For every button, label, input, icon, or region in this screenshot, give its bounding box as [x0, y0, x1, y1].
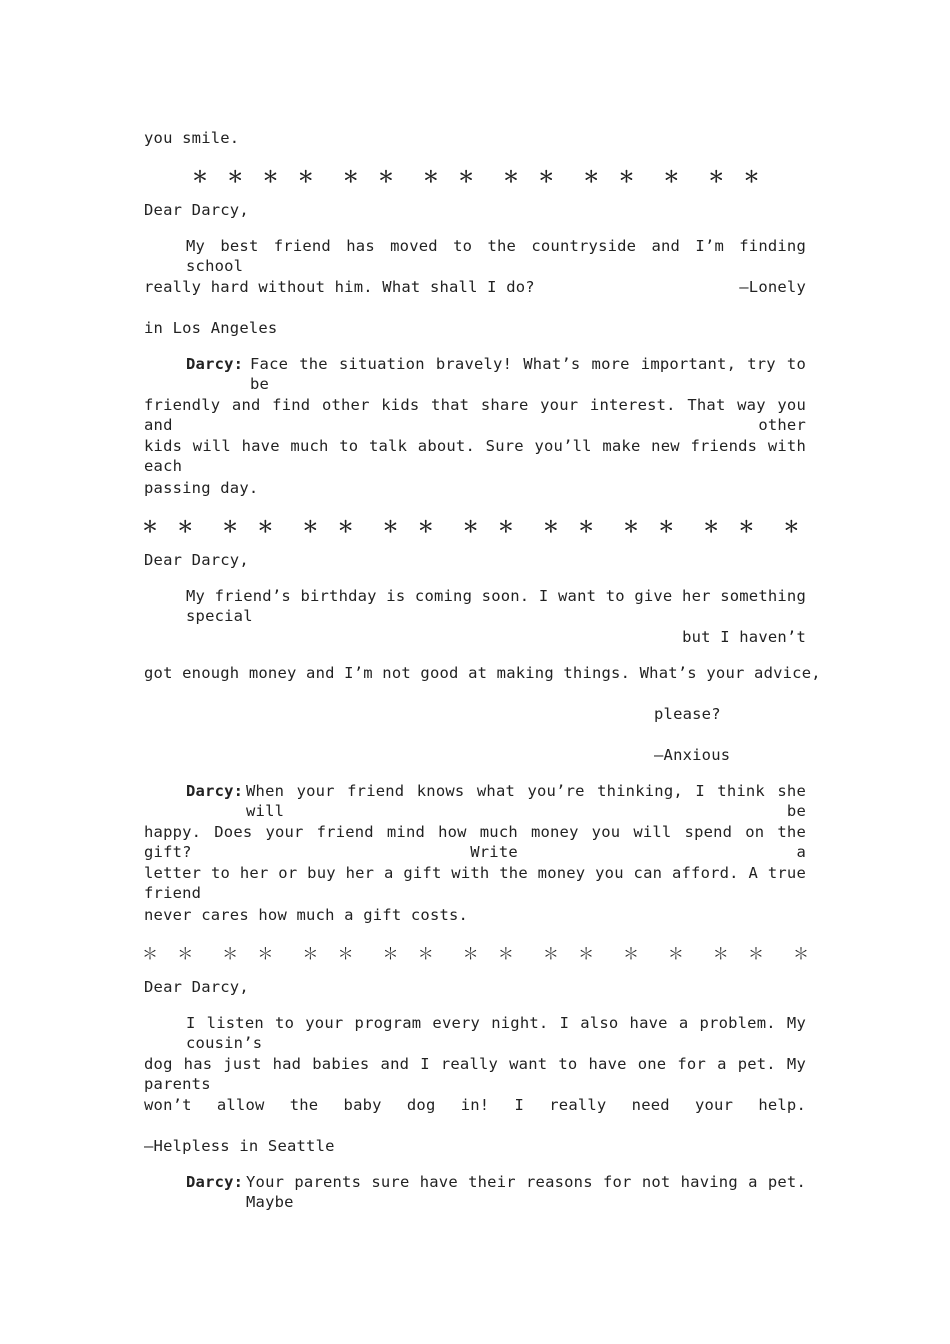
text-line: kids will have much to talk about. Sure you’ll make new friends with each	[144, 437, 806, 475]
text-line: Face the situation bravely! What’s more important, try to be	[250, 355, 806, 393]
text-line: really hard without him. What shall I do?	[144, 278, 535, 296]
star-separator: ＊ ＊ ＊ ＊ ＊ ＊ ＊ ＊ ＊ ＊ ＊ ＊ ＊ ＊ ＊ ＊ ＊	[142, 517, 800, 536]
letter-greeting: Dear Darcy,	[144, 201, 249, 219]
letter-greeting: Dear Darcy,	[144, 551, 249, 569]
text-line: My friend’s birthday is coming soon. I want to give her something special	[186, 587, 806, 625]
reply-label: Darcy:	[186, 355, 244, 373]
text-line: dog has just had babies and I really want to have one for a pet. My parents	[144, 1055, 806, 1093]
text-line: My best friend has moved to the countryside and I’m finding school	[186, 237, 806, 275]
text-line: When your friend knows what you’re thinking, I think she will be	[246, 782, 806, 820]
text-line: friendly and find other kids that share your interest. That way you and other	[144, 396, 806, 434]
letter-signature: —Helpless in Seattle	[144, 1137, 335, 1155]
text-line: you smile.	[144, 129, 240, 147]
text-line: letter to her or buy her a gift with the money you can afford. A true friend	[144, 864, 806, 902]
text-line: never cares how much a gift costs.	[144, 906, 469, 924]
text-line: in Los Angeles	[144, 319, 278, 337]
letter-signature: —Lonely	[739, 278, 806, 296]
reply-label: Darcy:	[186, 1173, 244, 1191]
text-line: won’t allow the baby dog in! I really need your help.	[144, 1096, 806, 1114]
text-line: happy. Does your friend mind how much money you will spend on the gift? Write a	[144, 823, 806, 861]
reply-label: Darcy:	[186, 782, 244, 800]
letter-signature: —Anxious	[654, 746, 731, 764]
text-line: passing day.	[144, 479, 259, 497]
letter-greeting: Dear Darcy,	[144, 978, 249, 996]
text-line: got enough money and I’m not good at making things. What’s your advice,	[144, 664, 821, 682]
text-line: I listen to your program every night. I also have a problem. My cousin’s	[186, 1014, 806, 1052]
star-separator: ＊ ＊ ＊ ＊ ＊ ＊ ＊ ＊ ＊ ＊ ＊ ＊ ＊ ＊ ＊ ＊ ＊	[142, 944, 809, 963]
text-line: please?	[654, 705, 721, 723]
star-separator: ＊ ＊ ＊ ＊ ＊ ＊ ＊ ＊ ＊ ＊ ＊ ＊ ＊ ＊ ＊	[192, 167, 760, 186]
text-line: Your parents sure have their reasons for not having a pet. Maybe	[246, 1173, 806, 1211]
text-line: but I haven’t	[682, 628, 806, 646]
